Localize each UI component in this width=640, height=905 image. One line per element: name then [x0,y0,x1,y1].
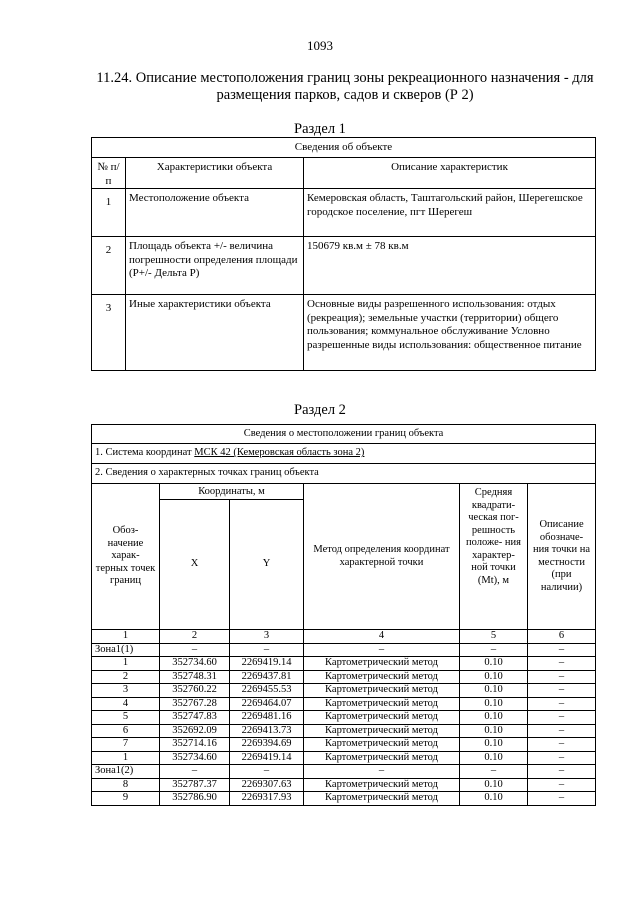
point-y: – [230,765,304,779]
point-method: Картометрический метод [304,792,460,806]
point-description: – [528,792,596,806]
header-characteristic: Характеристики объекта [126,158,304,189]
point-description: – [528,765,596,779]
point-y: 2269464.07 [230,697,304,711]
point-method: Картометрический метод [304,738,460,752]
point-method: Картометрический метод [304,711,460,725]
header-method: Метод определения координат характерной точки [304,484,460,630]
point-y: 2269317.93 [230,792,304,806]
point-x: 352747.83 [160,711,230,725]
table-row [92,751,596,765]
point-method: Картометрический метод [304,724,460,738]
object-info-table-title: Сведения об объекте [92,138,596,158]
point-designation: 3 [92,684,160,698]
row-description: Кемеровская область, Таштагольский район, Шерегешское городское поселение, пгт Шерегеш [304,189,596,237]
point-designation: Зона1(2) [92,765,160,779]
point-method: – [304,765,460,779]
header-coordinates: Координаты, м [160,484,304,500]
column-number: 6 [528,630,596,644]
point-designation: Зона1(1) [92,643,160,657]
point-description: – [528,697,596,711]
point-error: 0.10 [460,670,528,684]
point-method: Картометрический метод [304,684,460,698]
document-title: 11.24. Описание местоположения границ зоны рекреационного назначения - для размещения парков, садов и скверов (Р 2) [96,70,594,103]
section2-heading: Раздел 2 [294,402,346,418]
table-row [92,237,596,295]
point-y: 2269481.16 [230,711,304,725]
point-method: Картометрический метод [304,657,460,671]
point-description: – [528,670,596,684]
table-row [92,778,596,792]
point-x: 352748.31 [160,670,230,684]
point-y: 2269307.63 [230,778,304,792]
point-error: 0.10 [460,751,528,765]
point-x: – [160,643,230,657]
point-y: 2269419.14 [230,751,304,765]
row-characteristic: Площадь объекта +/- величина погрешности определения площади (Р+/- Дельта Р) [126,237,304,295]
point-x: 352734.60 [160,751,230,765]
table-row [92,670,596,684]
point-designation: 4 [92,697,160,711]
point-y: 2269437.81 [230,670,304,684]
point-x: 352734.60 [160,657,230,671]
column-number: 5 [460,630,528,644]
point-y: 2269419.14 [230,657,304,671]
point-error: – [460,643,528,657]
object-info-table [91,137,596,371]
point-error: 0.10 [460,684,528,698]
point-designation: 9 [92,792,160,806]
row-description: Основные виды разрешенного использования: отдых (рекреация); земельные участки (территории) общего пользования; коммунальное обслуживание Условно разрешенные виды использования: общественное питание [304,295,596,371]
point-error: 0.10 [460,657,528,671]
row-number: 1 [92,189,126,237]
point-y: 2269413.73 [230,724,304,738]
point-description: – [528,684,596,698]
table-row [92,697,596,711]
point-y: 2269394.69 [230,738,304,752]
row-characteristic: Местоположение объекта [126,189,304,237]
row-description: 150679 кв.м ± 78 кв.м [304,237,596,295]
coordinate-system [92,444,596,464]
point-x: 352760.22 [160,684,230,698]
point-designation: 5 [92,711,160,725]
column-number: 3 [230,630,304,644]
zone-row [92,643,596,657]
header-number: № п/п [92,158,126,189]
row-characteristic: Иные характеристики объекта [126,295,304,371]
point-error: – [460,765,528,779]
point-designation: 7 [92,738,160,752]
table-row [92,684,596,698]
header-designation: Обоз- начение харак- терных точек границ [92,484,160,630]
table-row [92,738,596,752]
point-error: 0.10 [460,792,528,806]
point-designation: 8 [92,778,160,792]
point-method: – [304,643,460,657]
point-error: 0.10 [460,738,528,752]
section1-heading: Раздел 1 [294,121,346,137]
point-x: 352787.37 [160,778,230,792]
table-row [92,792,596,806]
point-description: – [528,778,596,792]
point-x: 352714.16 [160,738,230,752]
column-number: 4 [304,630,460,644]
point-designation: 1 [92,657,160,671]
point-description: – [528,724,596,738]
point-error: 0.10 [460,697,528,711]
table-row [92,657,596,671]
point-x: – [160,765,230,779]
point-description: – [528,643,596,657]
column-number: 1 [92,630,160,644]
header-x: X [160,500,230,630]
column-numbers-row [92,630,596,644]
zone-row [92,765,596,779]
table-row [92,724,596,738]
page-number: 1093 [307,38,333,53]
column-number: 2 [160,630,230,644]
point-description: – [528,657,596,671]
header-description: Описание характеристик [304,158,596,189]
point-description: – [528,751,596,765]
point-description: – [528,738,596,752]
header-y: Y [230,500,304,630]
point-method: Картометрический метод [304,697,460,711]
point-x: 352767.28 [160,697,230,711]
coordinate-system-label: 1. Система координат [95,447,192,459]
table-row [92,711,596,725]
point-x: 352786.90 [160,792,230,806]
point-designation: 2 [92,670,160,684]
point-method: Картометрический метод [304,778,460,792]
row-number: 3 [92,295,126,371]
coordinate-system-value: МСК 42 (Кемеровская область зона 2) [194,447,365,459]
point-x: 352692.09 [160,724,230,738]
point-method: Картометрический метод [304,670,460,684]
point-y: – [230,643,304,657]
points-section-title: 2. Сведения о характерных точках границ объекта [92,464,596,484]
points-body [92,643,596,805]
point-error: 0.10 [460,724,528,738]
point-y: 2269455.53 [230,684,304,698]
row-number: 2 [92,237,126,295]
point-designation: 1 [92,751,160,765]
point-error: 0.10 [460,711,528,725]
point-method: Картометрический метод [304,751,460,765]
point-error: 0.10 [460,778,528,792]
header-point-description: Описание обозначе- ния точки на местности (при наличии) [528,484,596,630]
point-description: – [528,711,596,725]
boundary-table-title: Сведения о местоположении границ объекта [92,425,596,444]
point-designation: 6 [92,724,160,738]
table-row [92,295,596,371]
table-row [92,189,596,237]
boundary-points-table [91,424,596,806]
header-error: Средняя квадрати- ческая пог- решность положе- ния характер- ной точки (Mt), м [460,484,528,630]
